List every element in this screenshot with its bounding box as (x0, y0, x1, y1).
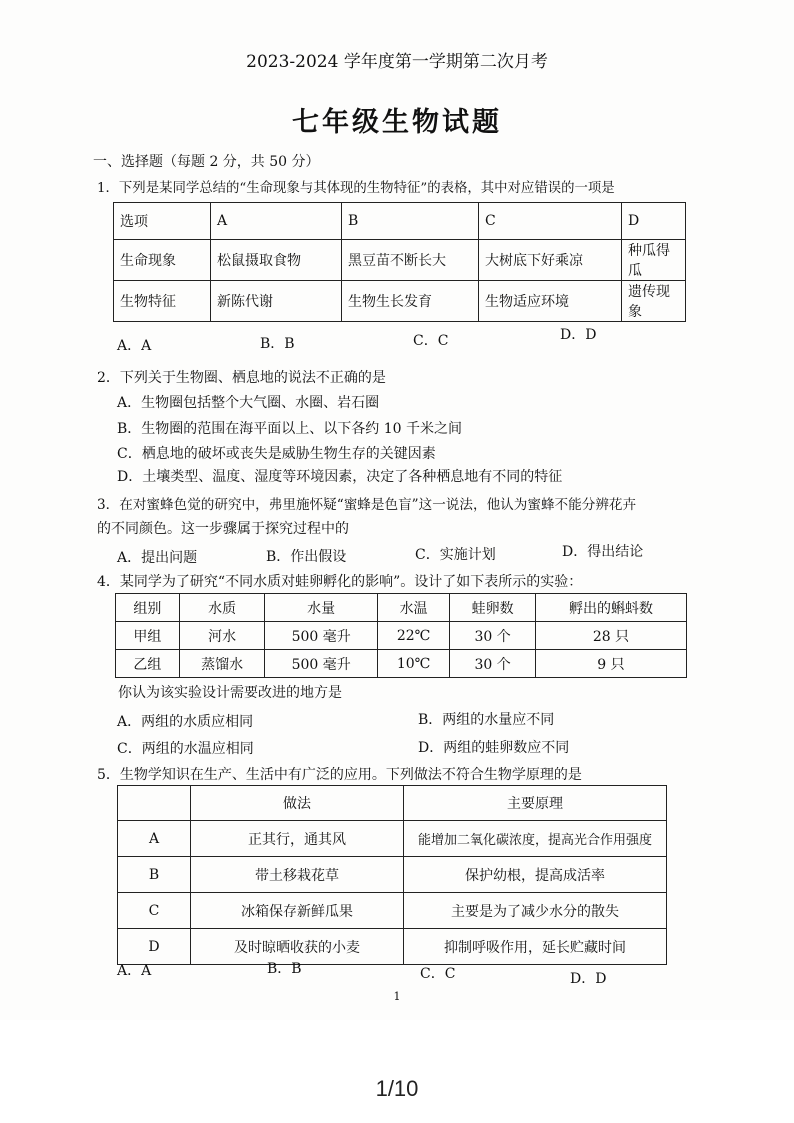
table-row (118, 929, 667, 965)
table-cell: 黑豆苗不断长大 (342, 240, 479, 281)
q4-question: 你认为该实验设计需要改进的地方是 (118, 685, 342, 701)
table-cell: 保护幼根，提高成活率 (404, 857, 667, 893)
q1-table (113, 202, 686, 322)
q4-option-d[interactable]: D．两组的蛙卵数应不同 (418, 740, 570, 756)
q5-option-c[interactable]: C．C (420, 966, 456, 982)
q2-option-a[interactable]: A．生物圈包括整个大气圈、水圈、岩石圈 (117, 395, 380, 411)
page-number: 1 (393, 990, 401, 1003)
table-cell: D (118, 929, 191, 965)
table-cell: 生命现象 (114, 240, 211, 281)
table-cell: 孵出的蝌蚪数 (535, 594, 686, 622)
table-row (118, 786, 667, 821)
table-cell: 种瓜得瓜 (622, 240, 686, 281)
table-cell: 500 毫升 (265, 650, 377, 678)
table-cell: 10℃ (377, 650, 449, 678)
table-cell: B (342, 203, 479, 240)
table-cell: A (118, 821, 191, 857)
q5-option-a[interactable]: A．A (117, 963, 152, 979)
section-heading: 一、选择题（每题 2 分，共 50 分） (93, 154, 320, 170)
table-cell: 水质 (179, 594, 265, 622)
table-row (116, 622, 687, 650)
q2-option-d[interactable]: D．土壤类型、温度、湿度等环境因素，决定了各种栖息地有不同的特征 (117, 469, 563, 485)
q3-stem-line2: 的不同颜色。这一步骤属于探究过程中的 (97, 521, 349, 537)
table-cell: 组别 (116, 594, 180, 622)
q4-stem: 4．某同学为了研究“不同水质对蛙卵孵化的影响”。设计了如下表所示的实验： (97, 574, 583, 590)
q3-option-b[interactable]: B．作出假设 (266, 549, 347, 565)
table-cell: 28 只 (535, 622, 686, 650)
table-cell: 新陈代谢 (211, 281, 342, 322)
table-row (118, 857, 667, 893)
q1-option-a[interactable]: A．A (117, 338, 152, 354)
table-row (116, 650, 687, 678)
table-cell (118, 786, 191, 821)
table-cell: D (622, 203, 686, 240)
table-cell: 蛙卵数 (450, 594, 536, 622)
table-cell: 500 毫升 (265, 622, 377, 650)
table-row (118, 821, 667, 857)
table-cell: C (479, 203, 622, 240)
q4-option-b[interactable]: B．两组的水量应不同 (418, 712, 555, 728)
table-cell: 冰箱保存新鲜瓜果 (191, 893, 404, 929)
q5-option-d[interactable]: D．D (570, 971, 607, 987)
q3-option-c[interactable]: C．实施计划 (415, 547, 496, 563)
table-cell: 30 个 (450, 650, 536, 678)
table-cell: 乙组 (116, 650, 180, 678)
q5-table (117, 785, 667, 965)
table-cell: 及时晾晒收获的小麦 (191, 929, 404, 965)
q4-option-c[interactable]: C．两组的水温应相同 (117, 741, 254, 757)
q4-table (115, 593, 687, 678)
table-cell: A (211, 203, 342, 240)
table-cell: 水温 (377, 594, 449, 622)
q2-option-c[interactable]: C．栖息地的破坏或丧失是威胁生物生存的关键因素 (117, 446, 436, 462)
table-cell: 选项 (114, 203, 211, 240)
table-cell: 松鼠摄取食物 (211, 240, 342, 281)
table-cell: 抑制呼吸作用，延长贮藏时间 (404, 929, 667, 965)
table-row (118, 893, 667, 929)
table-cell: 做法 (191, 786, 404, 821)
q5-stem: 5．生物学知识在生产、生活中有广泛的应用。下列做法不符合生物学原理的是 (97, 767, 582, 783)
table-cell: 遗传现象 (622, 281, 686, 322)
q3-option-a[interactable]: A．提出问题 (117, 550, 198, 566)
q5-option-b[interactable]: B．B (267, 961, 302, 977)
q1-option-d[interactable]: D．D (560, 327, 597, 343)
table-row (114, 203, 686, 240)
table-cell: 能增加二氧化碳浓度，提高光合作用强度 (404, 821, 667, 857)
table-cell: 水量 (265, 594, 377, 622)
table-cell: 正其行，通其风 (191, 821, 404, 857)
table-cell: 22℃ (377, 622, 449, 650)
table-cell: C (118, 893, 191, 929)
table-cell: 主要是为了减少水分的散失 (404, 893, 667, 929)
table-cell: 生物适应环境 (479, 281, 622, 322)
table-cell: 河水 (179, 622, 265, 650)
q2-stem: 2．下列关于生物圈、栖息地的说法不正确的是 (97, 370, 386, 386)
table-cell: 甲组 (116, 622, 180, 650)
table-cell: 大树底下好乘凉 (479, 240, 622, 281)
exam-title: 七年级生物试题 (292, 107, 502, 138)
q2-option-b[interactable]: B．生物圈的范围在海平面以上、以下各约 10 千米之间 (117, 421, 463, 437)
table-cell: 生物特征 (114, 281, 211, 322)
table-cell: 蒸馏水 (179, 650, 265, 678)
q1-option-b[interactable]: B．B (260, 336, 295, 352)
q4-option-a[interactable]: A．两组的水质应相同 (117, 714, 254, 730)
table-row (116, 594, 687, 622)
table-cell: 主要原理 (404, 786, 667, 821)
table-row (114, 240, 686, 281)
page-counter: 1/10 (375, 1076, 419, 1101)
table-row (114, 281, 686, 322)
table-cell: 带土移栽花草 (191, 857, 404, 893)
table-cell: 9 只 (535, 650, 686, 678)
q1-stem: 1．下列是某同学总结的“生命现象与其体现的生物特征”的表格，其中对应错误的一项是 (97, 181, 615, 196)
q1-option-c[interactable]: C．C (413, 333, 449, 349)
q3-option-d[interactable]: D．得出结论 (562, 544, 644, 560)
q3-stem-line1: 3．在对蜜蜂色觉的研究中，弗里施怀疑“蜜蜂是色盲”这一说法，他认为蜜蜂不能分辨花卉 (97, 497, 637, 513)
table-cell: 30 个 (450, 622, 536, 650)
table-cell: B (118, 857, 191, 893)
table-cell: 生物生长发育 (342, 281, 479, 322)
exam-term-line: 2023-2024 学年度第一学期第二次月考 (246, 52, 548, 72)
